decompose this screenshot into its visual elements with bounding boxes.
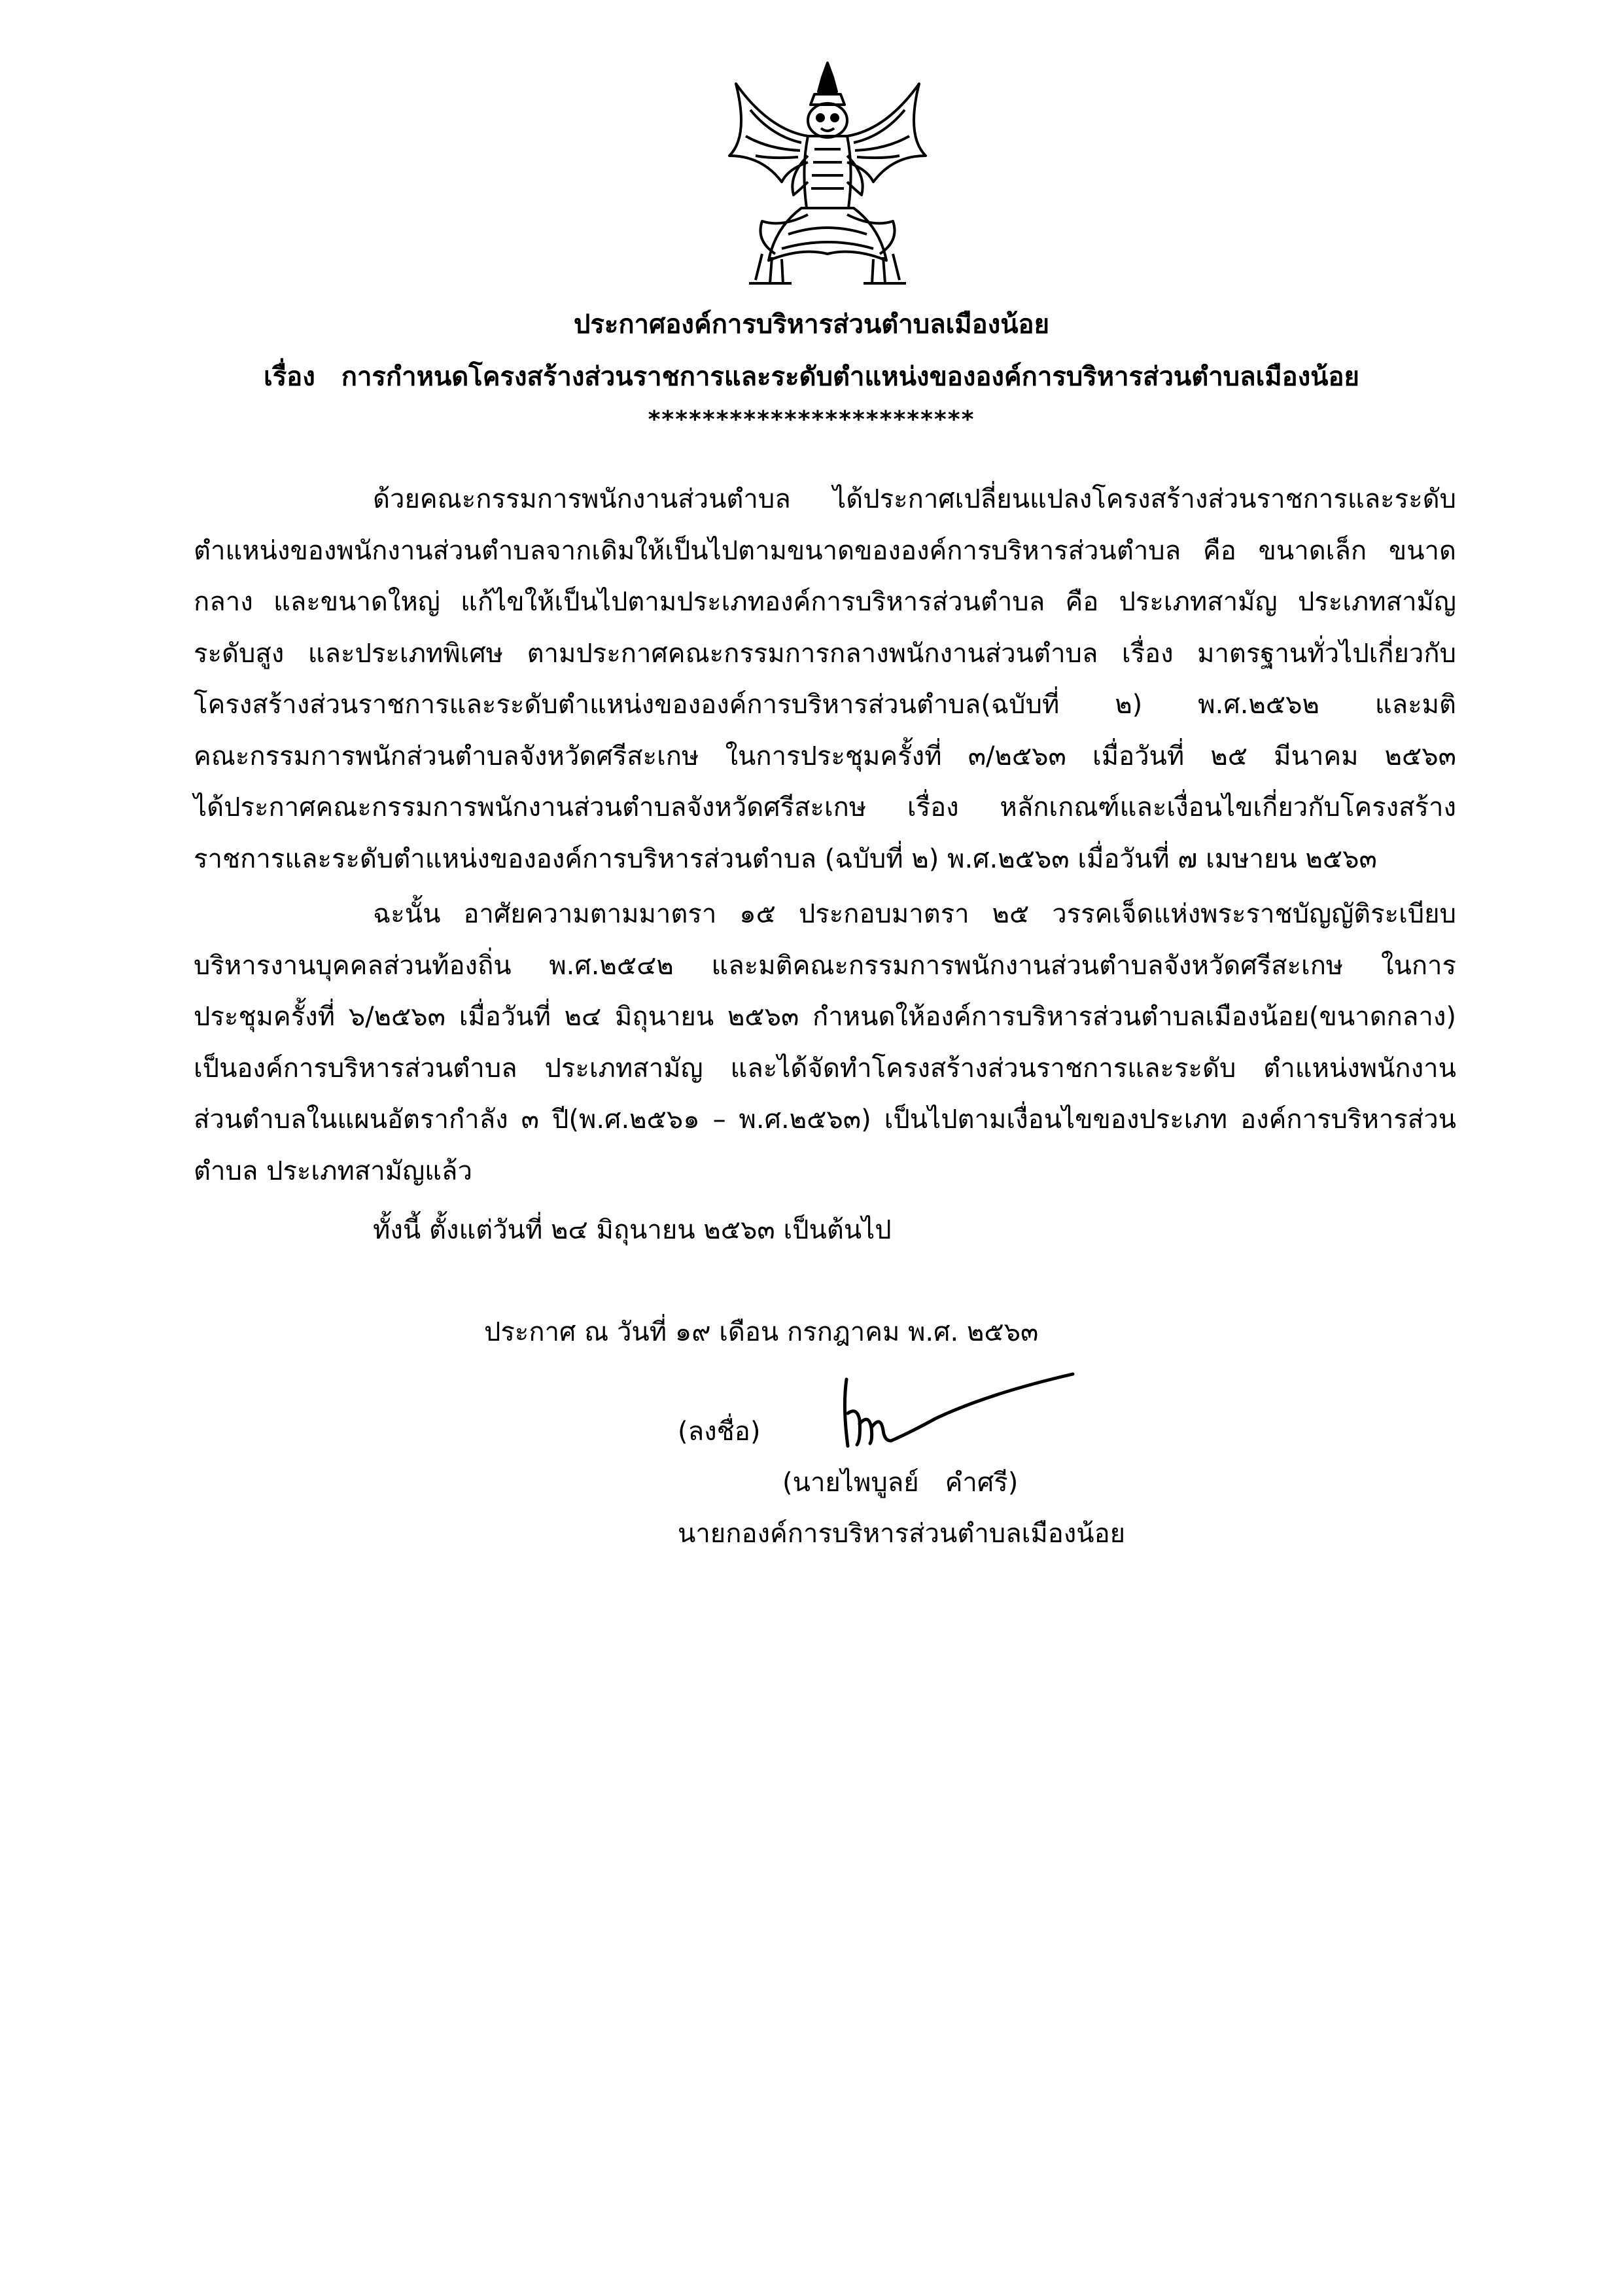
- paragraph-line: ส่วนตำบลในแผนอัตรากำลัง ๓ ปี(พ.ศ.๒๕๖๑ – พ.ศ.๒๕๖๓) เป็นไปตามเงื่อนไขของประเภท องค์การบริหารส่วน: [194, 1104, 1456, 1135]
- paragraph-line: บริหารงานบุคคลส่วนท้องถิ่น พ.ศ.๒๕๔๒ และมติคณะกรรมการพนักงานส่วนตำบลจังหวัดศรีสะเกษ ในการ: [194, 950, 1456, 981]
- signer-first-name: (นายไพบูลย์: [782, 1468, 919, 1498]
- paragraph-line: คณะกรรมการพนักส่วนตำบลจังหวัดศรีสะเกษ ในการประชุมครั้งที่ ๓/๒๕๖๓ เมื่อวันที่ ๒๕ มีนาคม ๒๕๖๓: [194, 741, 1456, 771]
- paragraph-2: [194, 889, 1456, 1197]
- title-separator: ************************: [648, 406, 975, 433]
- announcement-title: ประกาศองค์การบริหารส่วนตำบลเมืองน้อย: [573, 309, 1050, 340]
- paragraph-line: ตำบล ประเภทสามัญแล้ว: [194, 1156, 472, 1186]
- paragraph-line: ได้ประกาศคณะกรรมการพนักงานส่วนตำบลจังหวัดศรีสะเกษ เรื่อง หลักเกณฑ์และเงื่อนไขเกี่ยวกับโครงสร้าง: [194, 792, 1456, 822]
- signer-position: นายกองค์การบริหารส่วนตำบลเมืองน้อย: [678, 1519, 1126, 1549]
- paragraph-line: ประชุมครั้งที่ ๖/๒๕๖๓ เมื่อวันที่ ๒๔ มิถุนายน ๒๕๖๓ กำหนดให้องค์การบริหารส่วนตำบลเมืองน้อย(ขนาดกลาง): [194, 1002, 1456, 1032]
- paragraph-line: ระดับสูง และประเภทพิเศษ ตามประกาศคณะกรรมการกลางพนักงานส่วนตำบล เรื่อง มาตรฐานทั่วไปเกี่ยวกับ: [194, 638, 1456, 669]
- announcement-subject: [0, 359, 1623, 395]
- signer-last-name: คำศรี): [945, 1468, 1019, 1498]
- subject-label: เรื่อง: [264, 362, 315, 392]
- paragraph-line: ด้วยคณะกรรมการพนักงานส่วนตำบล ได้ประกาศเปลี่ยนแปลงโครงสร้างส่วนราชการและระดับ: [373, 484, 1456, 514]
- paragraph-line: ฉะนั้น อาศัยความตามมาตรา ๑๕ ประกอบมาตรา ๒๕ วรรคเจ็ดแห่งพระราชบัญญัติระเบียบ: [373, 899, 1456, 929]
- paragraph-line: กลาง และขนาดใหญ่ แก้ไขให้เป็นไปตามประเภทองค์การบริหารส่วนตำบล คือ ประเภทสามัญ ประเภทสามัญ: [194, 587, 1456, 617]
- paragraph-1: [194, 474, 1456, 885]
- garuda-emblem-icon: [710, 58, 945, 293]
- signer-name: [782, 1464, 1018, 1501]
- announcement-date: ประกาศ ณ วันที่ ๑๙ เดือน กรกฎาคม พ.ศ. ๒๕๖๓: [484, 1317, 1039, 1347]
- handwritten-signature-icon: [831, 1368, 1086, 1466]
- paragraph-line: ตำแหน่งของพนักงานส่วนตำบลจากเดิมให้เป็นไปตามขนาดขององค์การบริหารส่วนตำบล คือ ขนาดเล็ก ขนาด: [194, 535, 1456, 566]
- paragraph-line: โครงสร้างส่วนราชการและระดับตำแหน่งขององค์การบริหารส่วนตำบล(ฉบับที่ ๒) พ.ศ.๒๕๖๒ และมติ: [194, 690, 1456, 720]
- paragraph-line: ราชการและระดับตำแหน่งขององค์การบริหารส่วนตำบล (ฉบับที่ ๒) พ.ศ.๒๕๖๓ เมื่อวันที่ ๗ เมษายน ๒๕๖๓: [194, 843, 1377, 874]
- paragraph-3: ทั้งนี้ ตั้งแต่วันที่ ๒๔ มิถุนายน ๒๕๖๓ เป็นต้นไป: [373, 1215, 892, 1245]
- signature-label: (ลงชื่อ): [678, 1417, 761, 1447]
- subject-text: การกำหนดโครงสร้างส่วนราชการและระดับตำแหน่งขององค์การบริหารส่วนตำบลเมืองน้อย: [341, 362, 1359, 392]
- paragraph-line: เป็นองค์การบริหารส่วนตำบล ประเภทสามัญ และได้จัดทำโครงสร้างส่วนราชการและระดับ ตำแหน่งพนักงาน: [194, 1053, 1456, 1084]
